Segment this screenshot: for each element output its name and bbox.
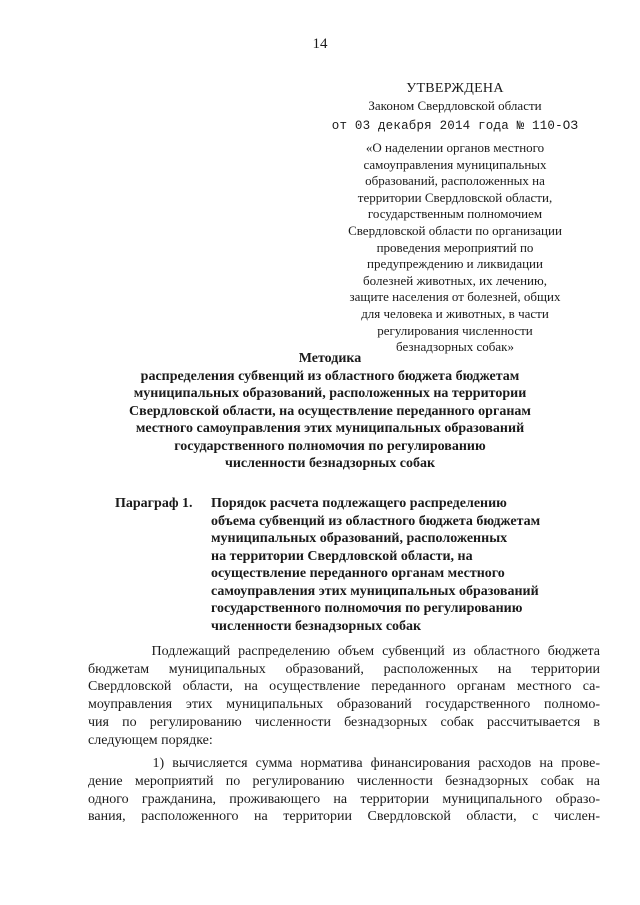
law-title-line: государственным полномочием <box>367 206 543 222</box>
paragraph-title-line: муниципальных образований, расположенных <box>211 531 508 546</box>
paragraph-title-line: численности безнадзорных собак <box>211 618 422 634</box>
law-title-line: «О наделении органов местного <box>365 140 545 155</box>
paragraph-title-line: осуществление переданного органам местного <box>211 566 505 581</box>
law-title-line: Свердловской области по организации <box>348 222 562 238</box>
body-line: дение мероприятий по регулированию численности безнадзорных собак на <box>88 773 600 789</box>
law-title-line: безнадзорных собак» <box>396 339 514 355</box>
paragraph-title-line: государственного полномочия по регулированию <box>211 601 523 616</box>
paragraph-title-line: на территории Свердловской области, на <box>211 548 473 564</box>
law-title-line: предупреждению и ликвидации <box>367 256 543 272</box>
law-title-line: проведения мероприятий по <box>376 239 534 255</box>
paragraph-title-line: самоуправления этих муниципальных образований <box>211 583 539 599</box>
methodology-line: местного самоуправления этих муниципальных образований <box>135 421 525 436</box>
paragraph-title <box>211 495 540 635</box>
methodology-line: Свердловской области, на осуществление переданного органам <box>129 403 531 419</box>
body-line: моуправления этих муниципальных образований государственного полномо- <box>88 697 600 713</box>
law-title-line: защите населения от болезней, общих <box>349 289 561 305</box>
body-text <box>88 643 600 826</box>
approval-title: УТВЕРЖДЕНА <box>406 81 504 96</box>
body-line: бюджетам муниципальных образований, расположенных на территории <box>88 661 600 677</box>
approval-authority: Законом Свердловской области <box>368 98 542 113</box>
paragraph-title-line: объема субвенций из областного бюджета бюджетам <box>211 513 541 529</box>
methodology-title: Методика <box>298 351 362 366</box>
paragraph-title-line: Порядок расчета подлежащего распределению <box>211 496 507 511</box>
law-title-line: для человека и животных, в части <box>361 305 549 321</box>
law-title-line: регулирования численности <box>377 322 533 338</box>
methodology-line: государственного полномочия по регулированию <box>174 438 486 454</box>
body-line: следующем порядке: <box>88 732 213 748</box>
body-line: вания, расположенного на территории Свердловской области, с числен- <box>88 809 600 825</box>
page-number: 14 <box>312 36 328 52</box>
body-line: чия по регулированию численности безнадзорных собак рассчитывается в <box>88 714 600 730</box>
paragraph-label: Параграф 1. <box>115 496 193 511</box>
approval-date: от 03 декабря 2014 года № 110-ОЗ <box>331 119 579 133</box>
methodology-line: муниципальных образований, расположенных на территории <box>133 386 527 401</box>
methodology-line: численности безнадзорных собак <box>224 456 436 471</box>
methodology-line: распределения субвенций из областного бюджета бюджетам <box>140 368 520 384</box>
methodology-heading <box>80 350 580 473</box>
approval-stamp <box>330 80 580 356</box>
body-line: одного гражданина, проживающего на территории муниципального образо- <box>88 791 600 807</box>
law-title <box>330 140 580 356</box>
body-line: Свердловской области, на осуществление переданного органам местного са- <box>88 679 600 695</box>
law-title-line: образований, расположенных на <box>365 173 545 189</box>
law-title-line: самоуправления муниципальных <box>363 156 547 172</box>
law-title-line: болезней животных, их лечению, <box>363 272 547 288</box>
body-line: Подлежащий распределению объем субвенций из областного бюджета <box>88 644 600 659</box>
body-line: 1) вычисляется сумма норматива финансирования расходов на прове- <box>88 756 600 772</box>
law-title-line: территории Свердловской области, <box>357 189 553 205</box>
